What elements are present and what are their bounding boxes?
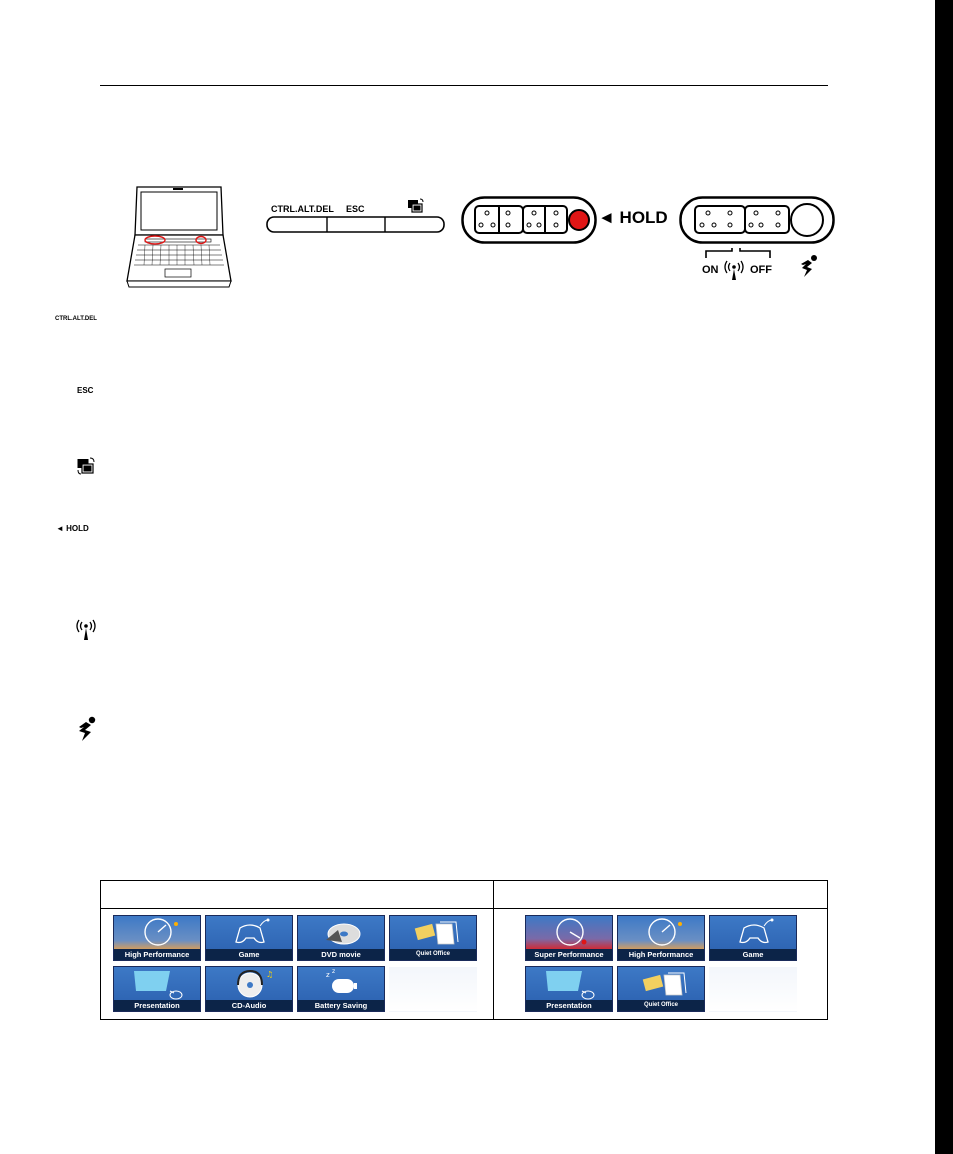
display-switch-icon <box>407 198 425 214</box>
tile-presentation: Presentation <box>113 966 201 1012</box>
speedometer-icon <box>618 916 705 951</box>
tile-super-performance: Super Performance <box>525 915 613 961</box>
hold-switch-diagram <box>461 196 597 244</box>
sidebar-esc-label: ESC <box>77 386 94 395</box>
button-strip <box>266 216 446 234</box>
wireless-on-label: ON <box>702 264 719 276</box>
folder-mail-icon <box>618 967 705 1002</box>
tile-battery-saving: z z Battery Saving <box>297 966 385 1012</box>
modes-table <box>100 880 828 1020</box>
battery-icon <box>298 967 385 1002</box>
gamepad-icon <box>206 916 293 951</box>
svg-text:z: z <box>326 971 330 979</box>
header-rule <box>100 85 828 86</box>
wireless-bracket <box>704 248 776 258</box>
chapter-edge-tab <box>935 0 953 1154</box>
tile-game-right: Game <box>709 915 797 961</box>
tile-game: Game <box>205 915 293 961</box>
esc-label: ESC <box>346 204 365 214</box>
sidebar-hold-label: ◄ HOLD <box>56 524 89 533</box>
tile-high-performance-right: High Performance <box>617 915 705 961</box>
headphones-icon <box>206 967 293 1002</box>
tile-presentation-right: Presentation <box>525 966 613 1012</box>
laptop-illustration <box>125 183 233 291</box>
tile-dvd-movie: DVD movie <box>297 915 385 961</box>
tile-empty <box>389 966 477 1012</box>
svg-text:♫: ♫ <box>266 970 274 979</box>
sidebar-ctrl-alt-del-label: CTRL.ALT.DEL <box>55 316 97 322</box>
speedometer-icon <box>114 916 201 951</box>
projector-icon <box>526 967 613 1002</box>
gamepad-icon <box>710 916 797 951</box>
tile-quiet-office: Quiet Office <box>389 915 477 961</box>
folder-mail-icon <box>390 916 477 951</box>
sidebar-power4gear-icon <box>76 716 98 742</box>
svg-text:z: z <box>332 968 336 975</box>
wireless-switch-diagram <box>679 196 835 244</box>
tile-empty-right <box>709 966 797 1012</box>
sidebar-wireless-icon <box>76 618 96 642</box>
power4gear-icon <box>798 254 820 278</box>
wireless-icon <box>724 259 744 281</box>
hold-label: ◄ HOLD <box>598 208 668 227</box>
sidebar-display-switch-icon <box>77 457 95 475</box>
projector-icon <box>114 967 201 1002</box>
dvd-icon <box>298 916 385 951</box>
wireless-off-label: OFF <box>750 264 772 276</box>
tile-quiet-office-right: Quiet Office <box>617 966 705 1012</box>
tile-high-performance: High Performance <box>113 915 201 961</box>
ctrl-alt-del-label: CTRL.ALT.DEL <box>271 204 334 214</box>
speedometer-red-icon <box>526 916 613 951</box>
tile-cd-audio: ♫ CD-Audio <box>205 966 293 1012</box>
